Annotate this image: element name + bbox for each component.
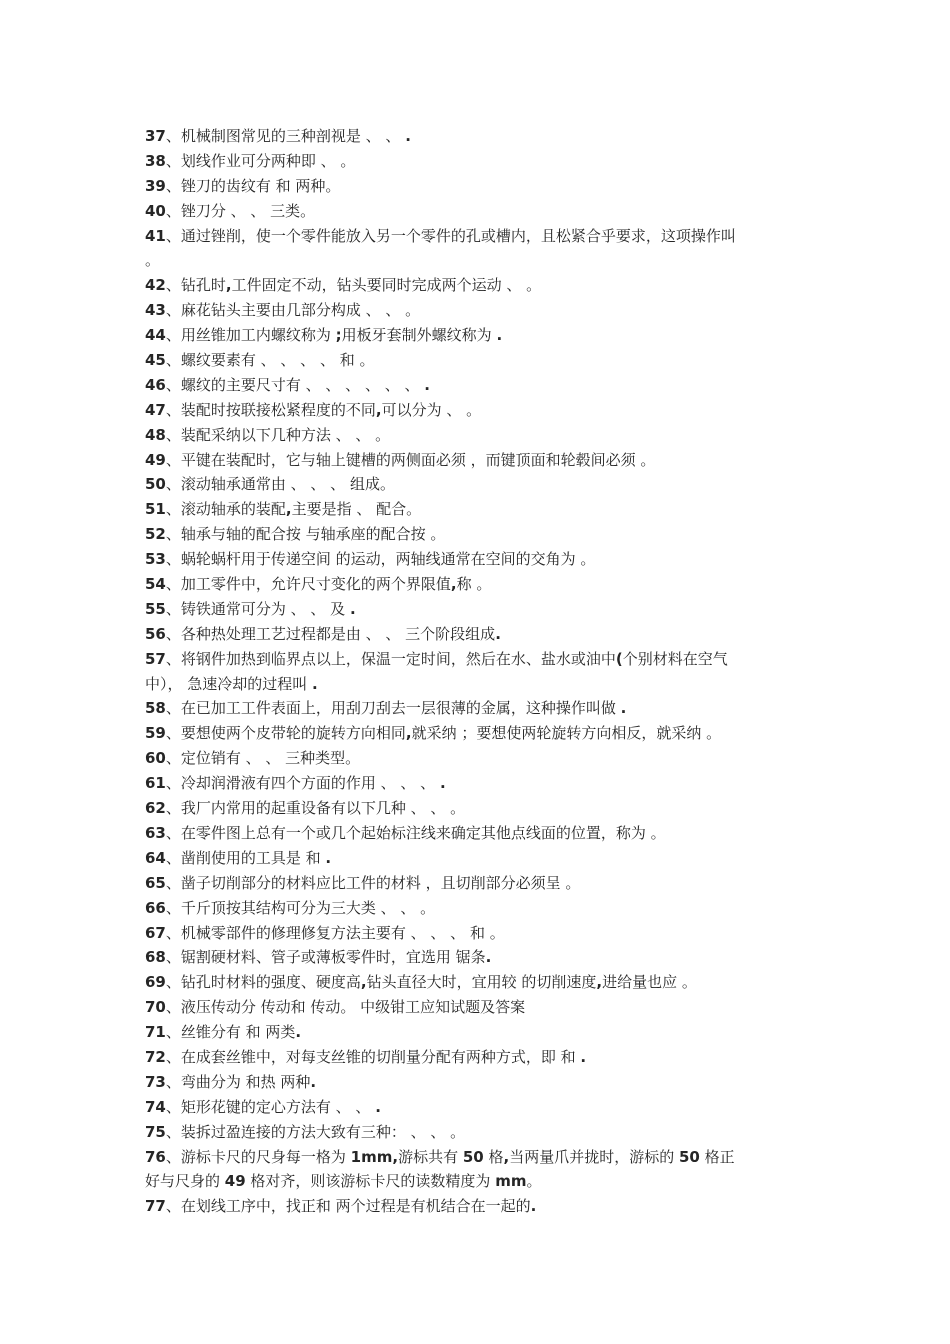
question-text: 、游标卡尺的尺身每一格为 1mm,游标共有 50 格,当两量爪并拢时，游标的 50 格正 xyxy=(165,1147,735,1166)
question-76-continuation xyxy=(145,1169,825,1194)
question-text: 、丝锥分有 和 两类. xyxy=(165,1023,302,1042)
question-number: 63 xyxy=(145,823,166,842)
question-59 xyxy=(145,721,825,746)
question-71 xyxy=(145,1020,825,1045)
question-text: 、平键在装配时，它与轴上键槽的两侧面必须 ，而键顶面和轮毂间必须 。 xyxy=(165,450,656,469)
question-text: 、凿子切削部分的材料应比工件的材料 ，且切削部分必须呈 。 xyxy=(165,873,581,892)
question-72 xyxy=(145,1045,825,1070)
question-56 xyxy=(145,622,825,647)
question-text: 、各种热处理工艺过程都是由 、 、 三个阶段组成. xyxy=(165,624,501,643)
question-39 xyxy=(145,174,825,199)
question-text: 、加工零件中，允许尺寸变化的两个界限值,称 。 xyxy=(165,575,492,594)
question-number: 52 xyxy=(145,525,166,544)
question-74 xyxy=(145,1095,825,1120)
question-number: 48 xyxy=(145,425,166,444)
question-text: 、铸铁通常可分为 、 、 及 . xyxy=(165,599,356,618)
question-number: 50 xyxy=(145,475,166,494)
question-number: 54 xyxy=(145,575,166,594)
question-number: 66 xyxy=(145,898,166,917)
question-number: 70 xyxy=(145,998,166,1017)
question-43 xyxy=(145,298,825,323)
question-text: 、弯曲分为 和热 两种. xyxy=(165,1072,317,1091)
question-number: 74 xyxy=(145,1097,166,1116)
question-42 xyxy=(145,273,825,298)
question-66 xyxy=(145,896,825,921)
question-52 xyxy=(145,522,825,547)
question-text: 、滚动轴承通常由 、 、 、 组成。 xyxy=(165,475,395,494)
question-64 xyxy=(145,846,825,871)
question-40 xyxy=(145,199,825,224)
question-text: 、机械制图常见的三种剖视是 、 、 . xyxy=(165,127,411,145)
question-text: 、通过锉削，使一个零件能放入另一个零件的孔或槽内，且松紧合乎要求，这项操作叫 xyxy=(165,226,736,245)
question-number: 59 xyxy=(145,724,166,743)
question-text: 、机械零部件的修理修复方法主要有 、 、 、 和 。 xyxy=(165,923,505,942)
question-text: 、装配时按联接松紧程度的不同,可以分为 、 。 xyxy=(165,400,482,419)
question-text: 、在成套丝锥中，对每支丝锥的切削量分配有两种方式，即 和 . xyxy=(165,1047,587,1066)
question-57 xyxy=(145,647,825,672)
question-number: 57 xyxy=(145,649,166,668)
question-text: 、轴承与轴的配合按 与轴承座的配合按 。 xyxy=(165,525,446,544)
question-text: 、麻花钻头主要由几部分构成 、 、 。 xyxy=(165,301,421,320)
question-68 xyxy=(145,945,825,970)
question-number: 41 xyxy=(145,226,166,245)
question-text: 、钻孔时材料的强度、硬度高,钻头直径大时，宜用较 的切削速度,进给量也应 。 xyxy=(165,973,697,992)
question-text: 、将钢件加热到临界点以上，保温一定时间，然后在水、盐水或油中(个别材料在空气 xyxy=(165,649,728,668)
question-number: 43 xyxy=(145,301,166,320)
question-text-continuation: 。 xyxy=(145,251,161,270)
question-50 xyxy=(145,472,825,497)
question-number: 62 xyxy=(145,799,166,818)
question-44 xyxy=(145,323,825,348)
question-55 xyxy=(145,597,825,622)
question-text: 、凿削使用的工具是 和 . xyxy=(165,848,332,867)
question-45 xyxy=(145,348,825,373)
question-number: 42 xyxy=(145,276,166,295)
question-number: 44 xyxy=(145,326,166,345)
question-text: 、冷却润滑液有四个方面的作用 、 、 、 . xyxy=(165,774,446,793)
question-number: 53 xyxy=(145,550,166,569)
question-number: 39 xyxy=(145,176,166,195)
question-number: 37 xyxy=(145,127,166,145)
question-text: 、螺纹要素有 、 、 、 、 和 。 xyxy=(165,351,375,370)
question-63 xyxy=(145,821,825,846)
question-text: 、锉刀的齿纹有 和 两种。 xyxy=(165,176,341,195)
question-text: 、要想使两个皮带轮的旋转方向相同,就采纳 ；要想使两轮旋转方向相反，就采纳 。 xyxy=(165,724,722,743)
question-number: 51 xyxy=(145,500,166,519)
question-number: 58 xyxy=(145,699,166,718)
document-page xyxy=(145,124,825,1219)
question-text: 、锯割硬材料、管子或薄板零件时，宜选用 锯条. xyxy=(165,948,492,967)
question-number: 71 xyxy=(145,1023,166,1042)
question-number: 77 xyxy=(145,1197,166,1216)
question-49 xyxy=(145,448,825,473)
question-text-continuation: 中）， 急速冷却的过程叫 . xyxy=(145,674,318,693)
question-54 xyxy=(145,572,825,597)
question-number: 65 xyxy=(145,873,166,892)
question-65 xyxy=(145,871,825,896)
question-text: 、锉刀分 、 、 三类。 xyxy=(165,201,316,220)
question-51 xyxy=(145,497,825,522)
question-53 xyxy=(145,547,825,572)
question-number: 69 xyxy=(145,973,166,992)
question-text: 、划线作业可分两种即 、 。 xyxy=(165,151,356,170)
question-text: 、装配采纳以下几种方法 、 、 。 xyxy=(165,425,391,444)
question-number: 45 xyxy=(145,351,166,370)
question-57-continuation xyxy=(145,672,825,697)
question-number: 40 xyxy=(145,201,166,220)
question-41 xyxy=(145,224,825,249)
question-text: 、在已加工工件表面上，用刮刀刮去一层很薄的金属，这种操作叫做 . xyxy=(165,699,627,718)
question-number: 61 xyxy=(145,774,166,793)
question-text: 、用丝锥加工内螺纹称为 ;用板牙套制外螺纹称为 . xyxy=(165,326,503,345)
question-41-continuation xyxy=(145,248,825,273)
question-number: 67 xyxy=(145,923,166,942)
question-number: 72 xyxy=(145,1047,166,1066)
question-text: 、在零件图上总有一个或几个起始标注线来确定其他点线面的位置，称为 。 xyxy=(165,823,666,842)
question-77 xyxy=(145,1194,825,1219)
question-58 xyxy=(145,696,825,721)
question-number: 76 xyxy=(145,1147,166,1166)
question-number: 38 xyxy=(145,151,166,170)
question-69 xyxy=(145,970,825,995)
question-text: 、装拆过盈连接的方法大致有三种： 、 、 。 xyxy=(165,1122,466,1141)
question-text: 、在划线工序中，找正和 两个过程是有机结合在一起的. xyxy=(165,1197,537,1216)
question-38 xyxy=(145,149,825,174)
question-number: 47 xyxy=(145,400,166,419)
question-47 xyxy=(145,398,825,423)
question-number: 68 xyxy=(145,948,166,967)
question-67 xyxy=(145,921,825,946)
question-75 xyxy=(145,1120,825,1145)
question-text: 、钻孔时,工件固定不动，钻头要同时完成两个运动 、 。 xyxy=(165,276,542,295)
question-48 xyxy=(145,423,825,448)
question-number: 73 xyxy=(145,1072,166,1091)
question-number: 64 xyxy=(145,848,166,867)
question-number: 55 xyxy=(145,599,166,618)
question-number: 75 xyxy=(145,1122,166,1141)
question-73 xyxy=(145,1070,825,1095)
question-text: 、液压传动分 传动和 传动。 中级钳工应知试题及答案 xyxy=(165,998,526,1017)
question-text: 、螺纹的主要尺寸有 、 、 、 、 、 、 . xyxy=(165,375,430,394)
question-text-continuation: 好与尺身的 49 格对齐，则该游标卡尺的读数精度为 mm。 xyxy=(145,1172,542,1191)
question-70 xyxy=(145,995,825,1020)
question-text: 、我厂内常用的起重设备有以下几种 、 、 。 xyxy=(165,799,466,818)
question-number: 60 xyxy=(145,749,166,768)
question-number: 46 xyxy=(145,375,166,394)
question-37 xyxy=(145,124,825,149)
question-46 xyxy=(145,373,825,398)
question-text: 、蜗轮蜗杆用于传递空间 的运动，两轴线通常在空间的交角为 。 xyxy=(165,550,596,569)
question-text: 、滚动轴承的装配,主要是指 、 配合。 xyxy=(165,500,422,519)
question-text: 、定位销有 、 、 三种类型。 xyxy=(165,749,361,768)
question-text: 、千斤顶按其结构可分为三大类 、 、 。 xyxy=(165,898,436,917)
question-number: 56 xyxy=(145,624,166,643)
question-60 xyxy=(145,746,825,771)
question-76 xyxy=(145,1145,825,1170)
question-number: 49 xyxy=(145,450,166,469)
question-62 xyxy=(145,796,825,821)
question-text: 、矩形花键的定心方法有 、 、 . xyxy=(165,1097,381,1116)
question-61 xyxy=(145,771,825,796)
